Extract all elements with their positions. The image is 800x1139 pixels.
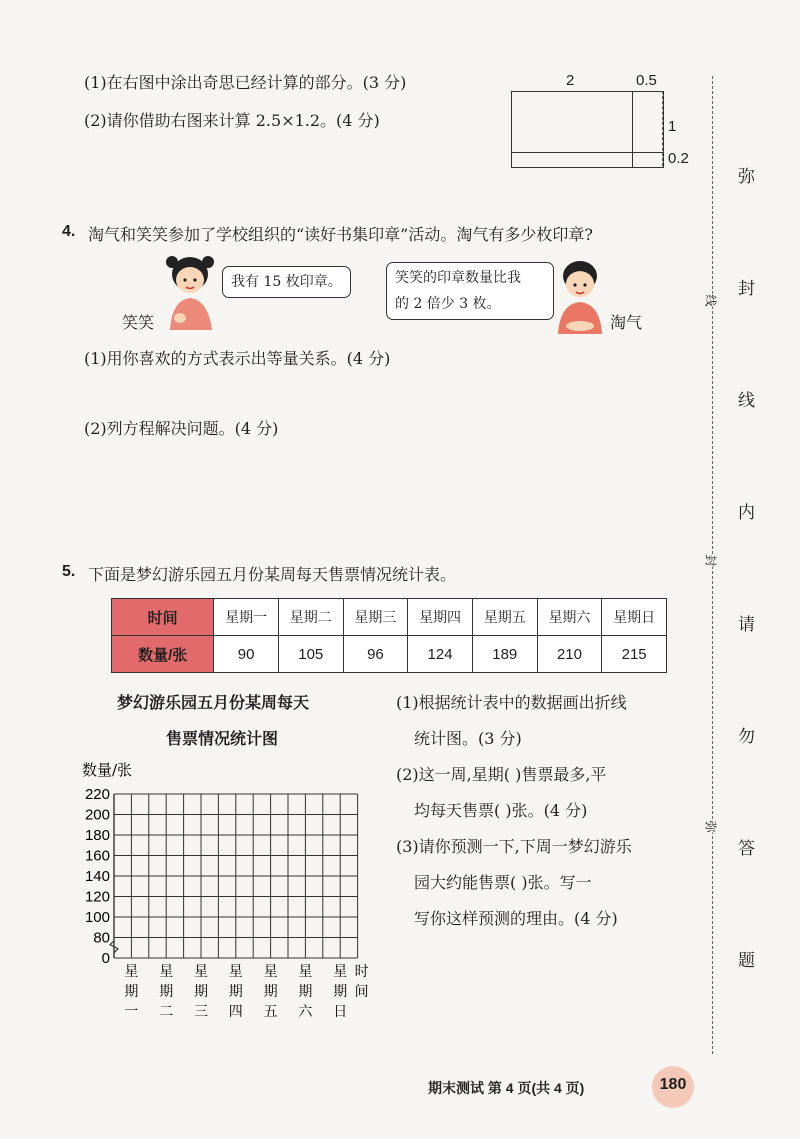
diagram-label-1: 1 [668,118,677,135]
sidebar-char: 题 [738,951,755,971]
x-tick-label: 期 [333,984,348,1000]
x-tick-label: 星 [228,964,243,980]
table-cell-day: 星期三 [343,599,408,636]
table-row [112,599,667,636]
q5-part3-line3: 写你这样预测的理由。(4 分) [414,909,618,928]
q5-part3-line2: 园大约能售票( )张。写一 [414,873,592,892]
sidebar-char: 答 [738,839,755,859]
seal-label-feng: 封 [703,554,718,567]
q5-part1-line1: (1)根据统计表中的数据画出折线 [396,693,627,712]
seal-label-xian: 线 [703,294,718,307]
x-axis-label: 间 [354,984,369,1000]
table-cell-value: 189 [472,636,537,673]
table-cell-day: 星期六 [537,599,602,636]
x-tick-label: 星 [124,964,139,980]
table-cell-value: 96 [343,636,408,673]
q4-part1: (1)用你喜欢的方式表示出等量关系。(4 分) [84,349,391,368]
diagram-label-2: 2 [566,72,575,89]
q4-number: 4. [62,223,76,240]
x-tick-label: 星 [194,964,208,980]
q5-part1-line2: 统计图。(3 分) [414,729,522,748]
x-tick-label: 三 [194,1004,208,1020]
x-tick-label: 二 [159,1004,174,1020]
y-tick-label: 160 [84,847,110,865]
table-header-time: 时间 [112,599,214,636]
y-axis-label: 数量/张 [82,761,133,779]
sidebar-char: 请 [738,615,755,635]
y-tick-label: 0 [101,950,110,967]
sidebar-char: 内 [738,503,755,523]
y-tick-label: 140 [84,868,110,885]
table-cell-value: 215 [602,636,667,673]
diagram-label-0-2: 0.2 [668,150,689,167]
q3-part2: (2)请你借助右图来计算 2.5×1.2。(4 分) [84,111,380,130]
x-axis-label: 时 [354,964,369,980]
q5-part2-line1: (2)这一周,星期( )售票最多,平 [396,765,607,784]
sidebar-char: 线 [738,391,755,411]
name-taoqi: 淘气 [610,313,643,332]
q5-part2-line2: 均每天售票( )张。(4 分) [414,801,588,820]
chart-title-line1: 梦幻游乐园五月份某周每天 [117,695,310,712]
diagram-horizontal-divider [511,152,663,153]
y-tick-label: 120 [84,888,110,906]
sidebar-char: 弥 [738,167,755,187]
diagram-label-0-5: 0.5 [636,72,657,89]
diagram-vertical-divider [632,91,633,167]
name-xiaoxiao: 笑笑 [122,313,155,332]
x-tick-label: 星 [263,964,278,980]
x-tick-label: 一 [124,1004,139,1020]
q4-part2: (2)列方程解决问题。(4 分) [84,419,279,438]
y-tick-label: 180 [84,827,110,844]
x-tick-label: 四 [228,1004,243,1020]
x-tick-label: 星 [333,964,348,980]
ticket-sales-table [111,598,667,673]
line-chart [70,755,390,1020]
boy-illustration [552,256,608,334]
table-cell-day: 星期一 [214,599,279,636]
table-cell-value: 124 [408,636,473,673]
table-cell-day: 星期四 [408,599,473,636]
x-tick-label: 期 [194,984,208,1000]
seal-label-mi: 弥 [703,820,718,833]
girl-illustration [160,252,220,330]
chart-title-line2: 售票情况统计图 [166,731,279,748]
table-header-quantity: 数量/张 [112,636,214,673]
table-cell-day: 星期五 [472,599,537,636]
q5-part3-line1: (3)请你预测一下,下周一梦幻游乐 [396,837,632,856]
speech-bubble-xiaoxiao: 我有 15 枚印章。 [222,266,351,298]
x-tick-label: 五 [263,1004,278,1020]
sidebar-char: 封 [738,279,755,299]
x-tick-label: 星 [159,964,174,980]
table-cell-value: 210 [537,636,602,673]
x-tick-label: 期 [298,984,313,1000]
table-cell-day: 星期日 [602,599,667,636]
x-tick-label: 六 [298,1004,313,1020]
y-tick-label: 220 [84,786,110,803]
x-tick-label: 星 [298,964,313,980]
table-cell-value: 105 [278,636,343,673]
x-tick-label: 期 [263,984,278,1000]
q3-part1: (1)在右图中涂出奇思已经计算的部分。(3 分) [84,73,407,92]
speech-bubble-taoqi: 笑笑的印章数量比我 的 2 倍少 3 枚。 [386,262,554,320]
y-tick-label: 200 [84,806,110,824]
table-row [112,636,667,673]
x-tick-label: 期 [159,984,174,1000]
q5-text: 下面是梦幻游乐园五月份某周每天售票情况统计表。 [88,565,457,584]
x-tick-label: 期 [228,984,243,1000]
sidebar-char: 勿 [738,727,755,747]
x-tick-label: 日 [333,1004,348,1020]
table-cell-value: 90 [214,636,279,673]
q4-text: 淘气和笑笑参加了学校组织的“读好书集印章”活动。淘气有多少枚印章? [88,225,593,244]
footer-text: 期末测试 第 4 页(共 4 页) [428,1080,585,1096]
diagram-rectangle [511,91,664,168]
y-tick-label: 80 [93,929,110,947]
q5-number: 5. [62,563,76,580]
x-tick-label: 期 [124,984,139,1000]
y-tick-label: 100 [84,909,110,926]
page-number: 180 [659,1076,687,1093]
table-cell-day: 星期二 [278,599,343,636]
